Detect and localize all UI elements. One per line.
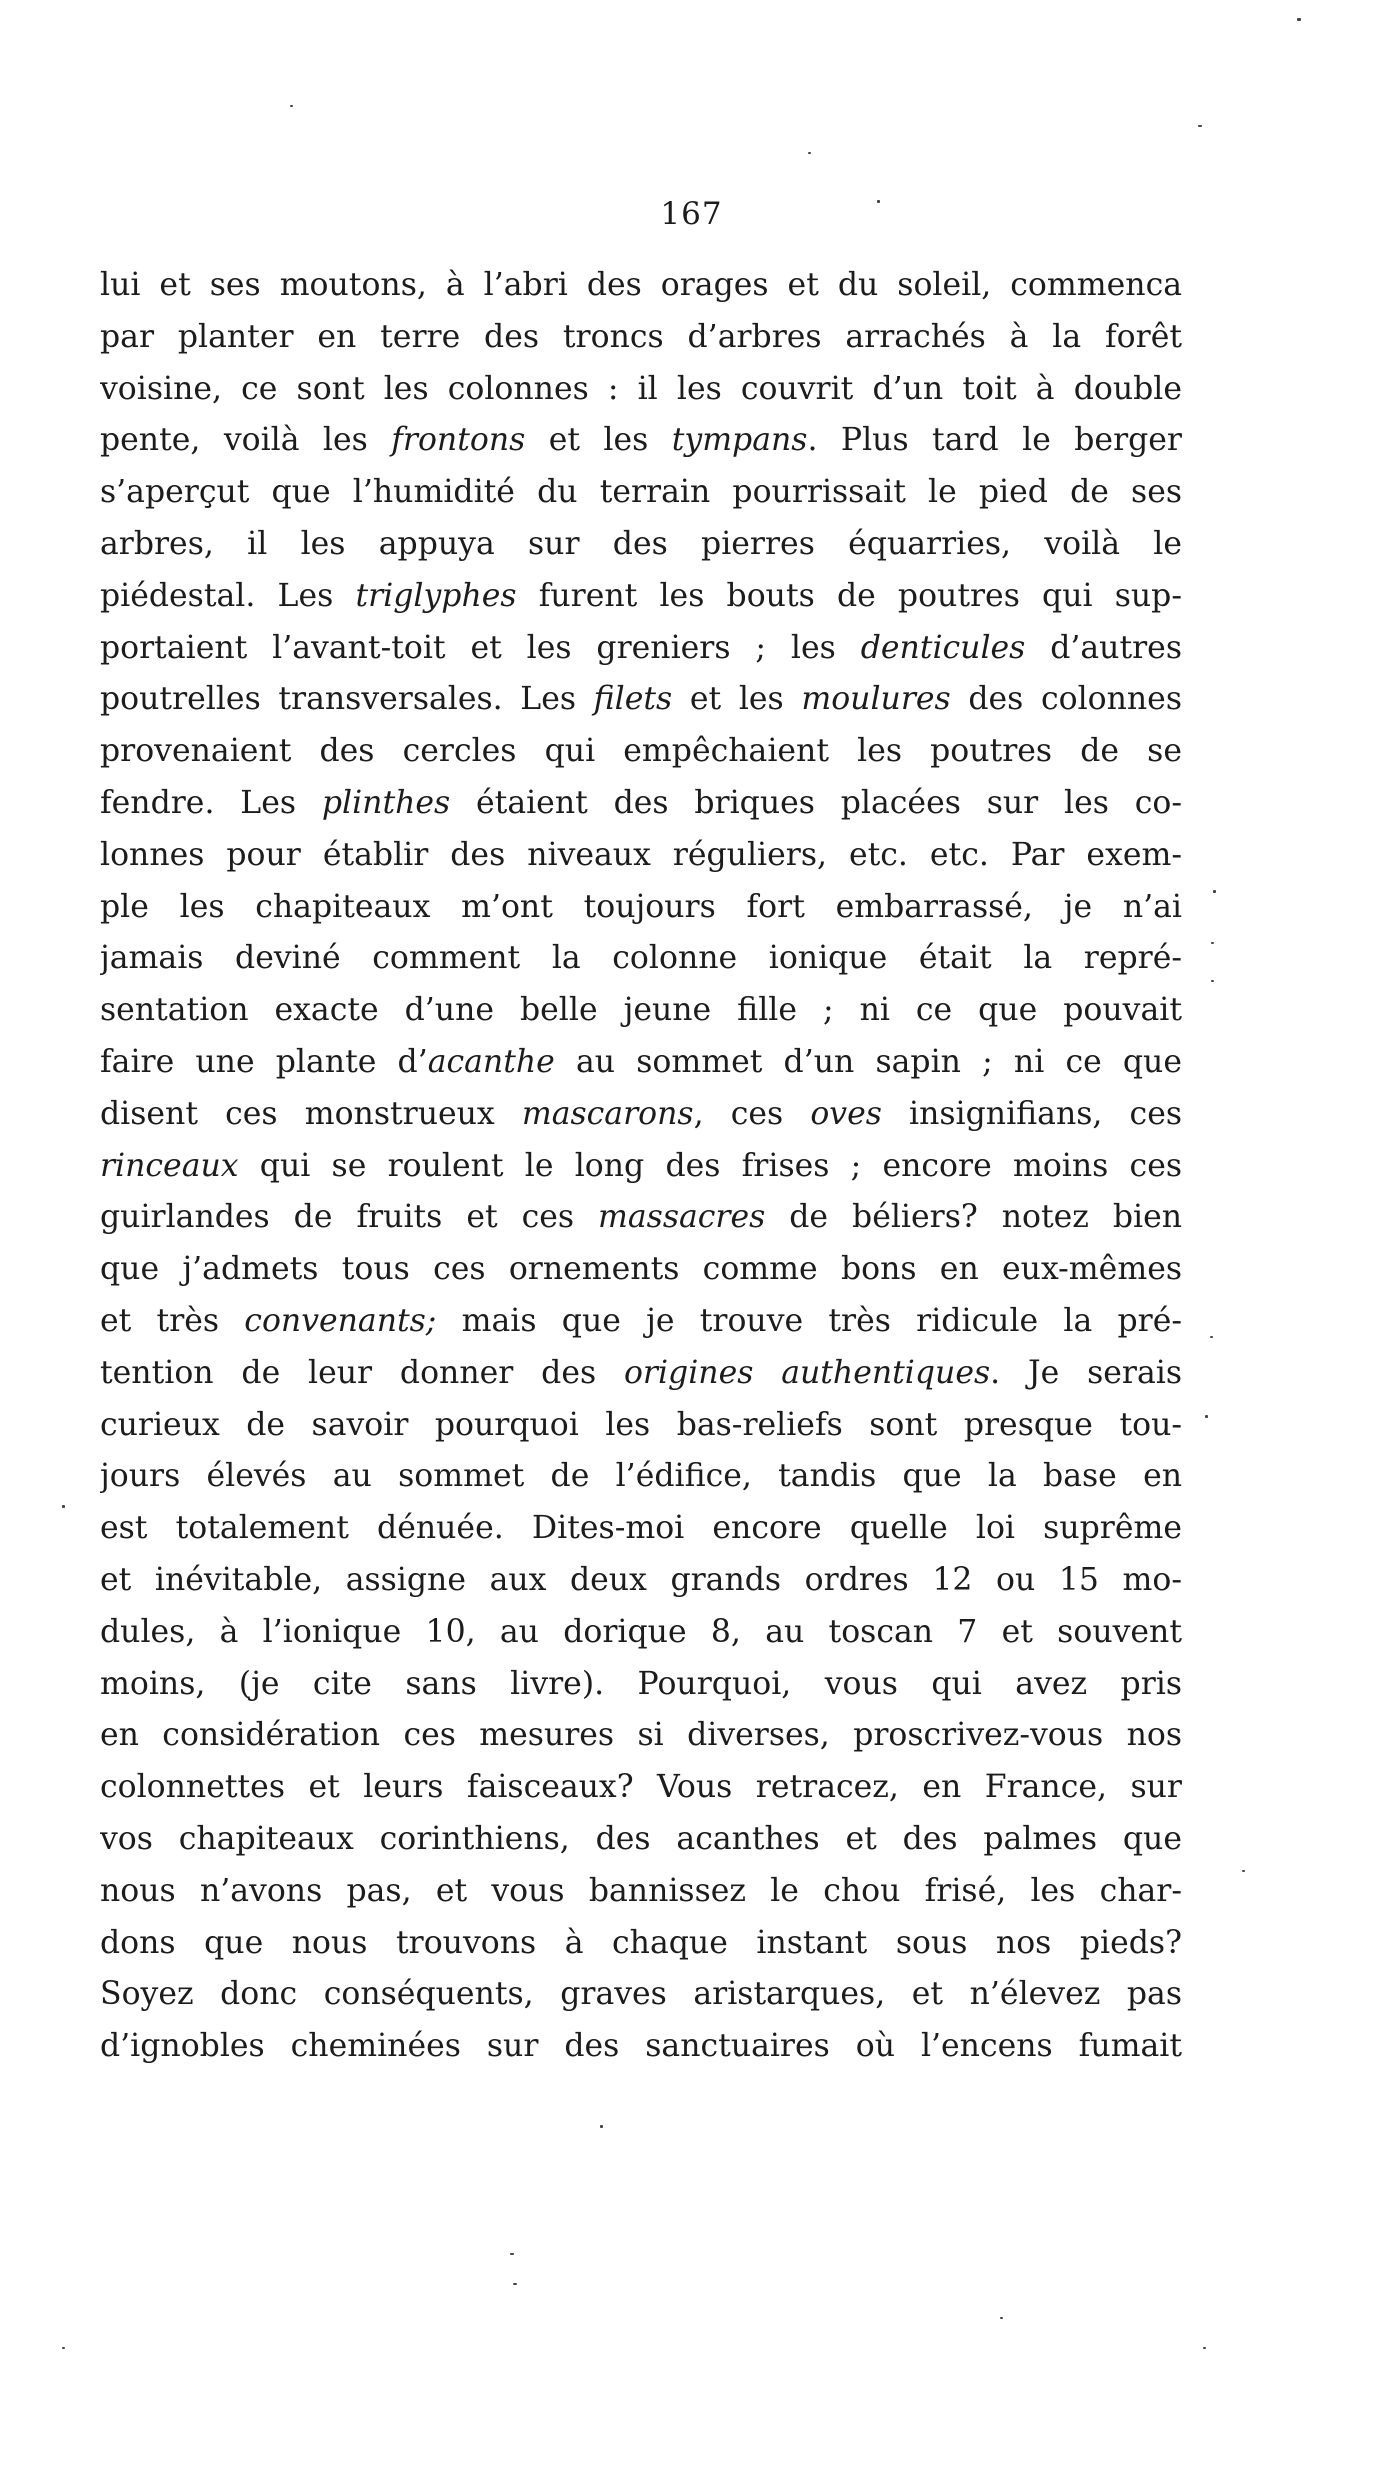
text-run: et les [525, 422, 672, 459]
text-line [100, 467, 1182, 519]
text-line [100, 933, 1182, 985]
text-line [100, 1400, 1182, 1452]
ink-speck [1203, 2347, 1206, 2349]
text-line [100, 623, 1182, 675]
italic-term: origines authentiques [623, 1354, 991, 1391]
text-run: . Je serais [990, 1354, 1182, 1391]
text-run: tention de leur donner des [100, 1354, 624, 1391]
text-run: jours élevés au sommet de l’édifice, tandis que la base en [100, 1458, 1182, 1495]
text-line [100, 1918, 1182, 1970]
text-line [100, 1089, 1182, 1141]
text-run: disent ces monstrueux [100, 1095, 522, 1132]
ink-speck [513, 2283, 517, 2285]
text-run: portaient l’avant-toit et les greniers ; les [100, 629, 861, 666]
text-run: moins, (je cite sans livre). Pourquoi, vous qui avez pris [100, 1665, 1182, 1702]
text-line [100, 674, 1182, 726]
text-run: poutrelles transversales. Les [100, 681, 594, 718]
text-run: arbres, il les appuya sur des pierres équarries, voilà le [100, 525, 1182, 562]
text-run: dules, à l’ionique 10, au dorique 8, au toscan 7 et souvent [100, 1613, 1182, 1650]
italic-term: denticules [860, 629, 1026, 666]
text-run: ple les chapiteaux m’ont toujours fort embarrassé, je n’ai [100, 888, 1182, 925]
text-line [100, 2021, 1182, 2073]
text-run: au sommet d’un sapin ; ni ce que [554, 1043, 1182, 1080]
text-line [100, 1296, 1182, 1348]
text-run: lui et ses moutons, à l’abri des orages et du soleil, commenca [100, 267, 1182, 303]
text-line [100, 985, 1182, 1037]
ink-speck [1198, 125, 1202, 127]
text-run: voisine, ce sont les colonnes : il les couvrit d’un toit à double [100, 370, 1182, 407]
text-line [100, 415, 1182, 467]
text-run: nous n’avons pas, et vous bannissez le chou frisé, les char- [100, 1872, 1182, 1909]
text-line [100, 882, 1182, 934]
ink-speck [290, 105, 293, 107]
text-run: colonnettes et leurs faisceaux? Vous retracez, en France, sur [100, 1769, 1182, 1806]
ink-speck [1213, 890, 1216, 893]
text-run: et très [100, 1302, 245, 1339]
text-line [100, 1659, 1182, 1711]
text-run: s’aperçut que l’humidité du terrain pourrissait le pied de ses [100, 474, 1182, 511]
text-line [100, 1762, 1182, 1814]
text-run: étaient des briques placées sur les co- [450, 784, 1182, 821]
italic-term: rinceaux [100, 1147, 239, 1184]
italic-term: moulures [801, 681, 951, 718]
text-run: lonnes pour établir des niveaux réguliers, etc. etc. Par exem- [100, 836, 1182, 873]
text-line [100, 1037, 1182, 1089]
text-run: insignifians, ces [881, 1095, 1182, 1132]
text-line [100, 1503, 1182, 1555]
text-line [100, 1866, 1182, 1918]
ink-speck [1211, 980, 1214, 982]
text-run: mais que je trouve très ridicule la pré- [436, 1302, 1182, 1339]
ink-speck [600, 2125, 603, 2128]
italic-term: mascarons [521, 1095, 694, 1132]
text-line [100, 1244, 1182, 1296]
text-run: d’autres [1025, 629, 1182, 666]
ink-speck [1205, 1415, 1208, 1418]
text-run: est totalement dénuée. Dites-moi encore quelle loi suprême [100, 1510, 1182, 1547]
italic-term: massacres [598, 1199, 766, 1236]
text-run: curieux de savoir pourquoi les bas-reliefs sont presque tou- [100, 1406, 1182, 1443]
text-line [100, 778, 1182, 830]
text-run: par planter en terre des troncs d’arbres arrachés à la forêt [100, 318, 1182, 355]
text-run: des colonnes [950, 681, 1182, 718]
text-line [100, 1607, 1182, 1659]
text-line [100, 830, 1182, 882]
text-line [100, 260, 1182, 312]
ink-speck [62, 2347, 65, 2349]
text-line [100, 519, 1182, 571]
text-run: et inévitable, assigne aux deux grands ordres 12 ou 15 mo- [100, 1561, 1182, 1598]
ink-speck [510, 2253, 514, 2255]
italic-term: frontons [391, 422, 526, 459]
text-run: et les [672, 681, 802, 718]
italic-term: oves [810, 1095, 882, 1132]
text-run: sentation exacte d’une belle jeune fille ; ni ce que pouvait [100, 992, 1182, 1029]
text-run: d’ignobles cheminées sur des sanctuaires où l’encens fumait [100, 2028, 1182, 2065]
text-run: de béliers? notez bien [765, 1199, 1182, 1236]
text-line [100, 1555, 1182, 1607]
text-run: faire une plante d’ [100, 1043, 428, 1080]
text-line [100, 726, 1182, 778]
text-run: jamais deviné comment la colonne ionique était la repré- [100, 940, 1182, 977]
ink-speck [1000, 2317, 1003, 2319]
italic-term: convenants; [244, 1302, 437, 1339]
italic-term: filets [593, 681, 673, 718]
text-line [100, 1141, 1182, 1193]
text-line [100, 1969, 1182, 2021]
text-run: fendre. Les [100, 784, 322, 821]
ink-speck [1297, 18, 1301, 21]
text-run: guirlandes de fruits et ces [100, 1199, 599, 1236]
text-line [100, 1192, 1182, 1244]
text-run: vos chapiteaux corinthiens, des acanthes et des palmes que [100, 1820, 1182, 1857]
text-run: Soyez donc conséquents, graves aristarques, et n’élevez pas [100, 1976, 1182, 2013]
text-line [100, 1348, 1182, 1400]
text-line [100, 1814, 1182, 1866]
text-line [100, 571, 1182, 623]
text-run: piédestal. Les [100, 577, 356, 614]
ink-speck [1242, 1870, 1245, 1872]
page-number: 167 [660, 196, 723, 232]
text-run: . Plus tard le berger [807, 422, 1182, 459]
text-line [100, 364, 1182, 416]
body-text [100, 260, 1182, 2073]
text-run: dons que nous trouvons à chaque instant sous nos pieds? [100, 1924, 1182, 1961]
text-run: furent les bouts de poutres qui sup- [516, 577, 1182, 614]
text-line [100, 1451, 1182, 1503]
text-run: que j’admets tous ces ornements comme bons en eux-mêmes [100, 1251, 1182, 1288]
ink-speck [1210, 1336, 1213, 1338]
italic-term: tympans [671, 422, 808, 459]
text-line [100, 312, 1182, 364]
text-run: provenaient des cercles qui empêchaient les poutres de se [100, 733, 1182, 770]
text-run: , ces [693, 1095, 811, 1132]
ink-speck [1211, 942, 1214, 944]
italic-term: acanthe [427, 1043, 555, 1080]
text-line [100, 1710, 1182, 1762]
ink-speck [808, 152, 811, 154]
text-run: en considération ces mesures si diverses, proscrivez-vous nos [100, 1717, 1182, 1754]
text-run: pente, voilà les [100, 422, 392, 459]
text-run: qui se roulent le long des frises ; encore moins ces [238, 1147, 1182, 1184]
italic-term: triglyphes [355, 577, 517, 614]
ink-speck [877, 200, 880, 203]
ink-speck [62, 1505, 65, 1508]
italic-term: plinthes [321, 784, 451, 821]
